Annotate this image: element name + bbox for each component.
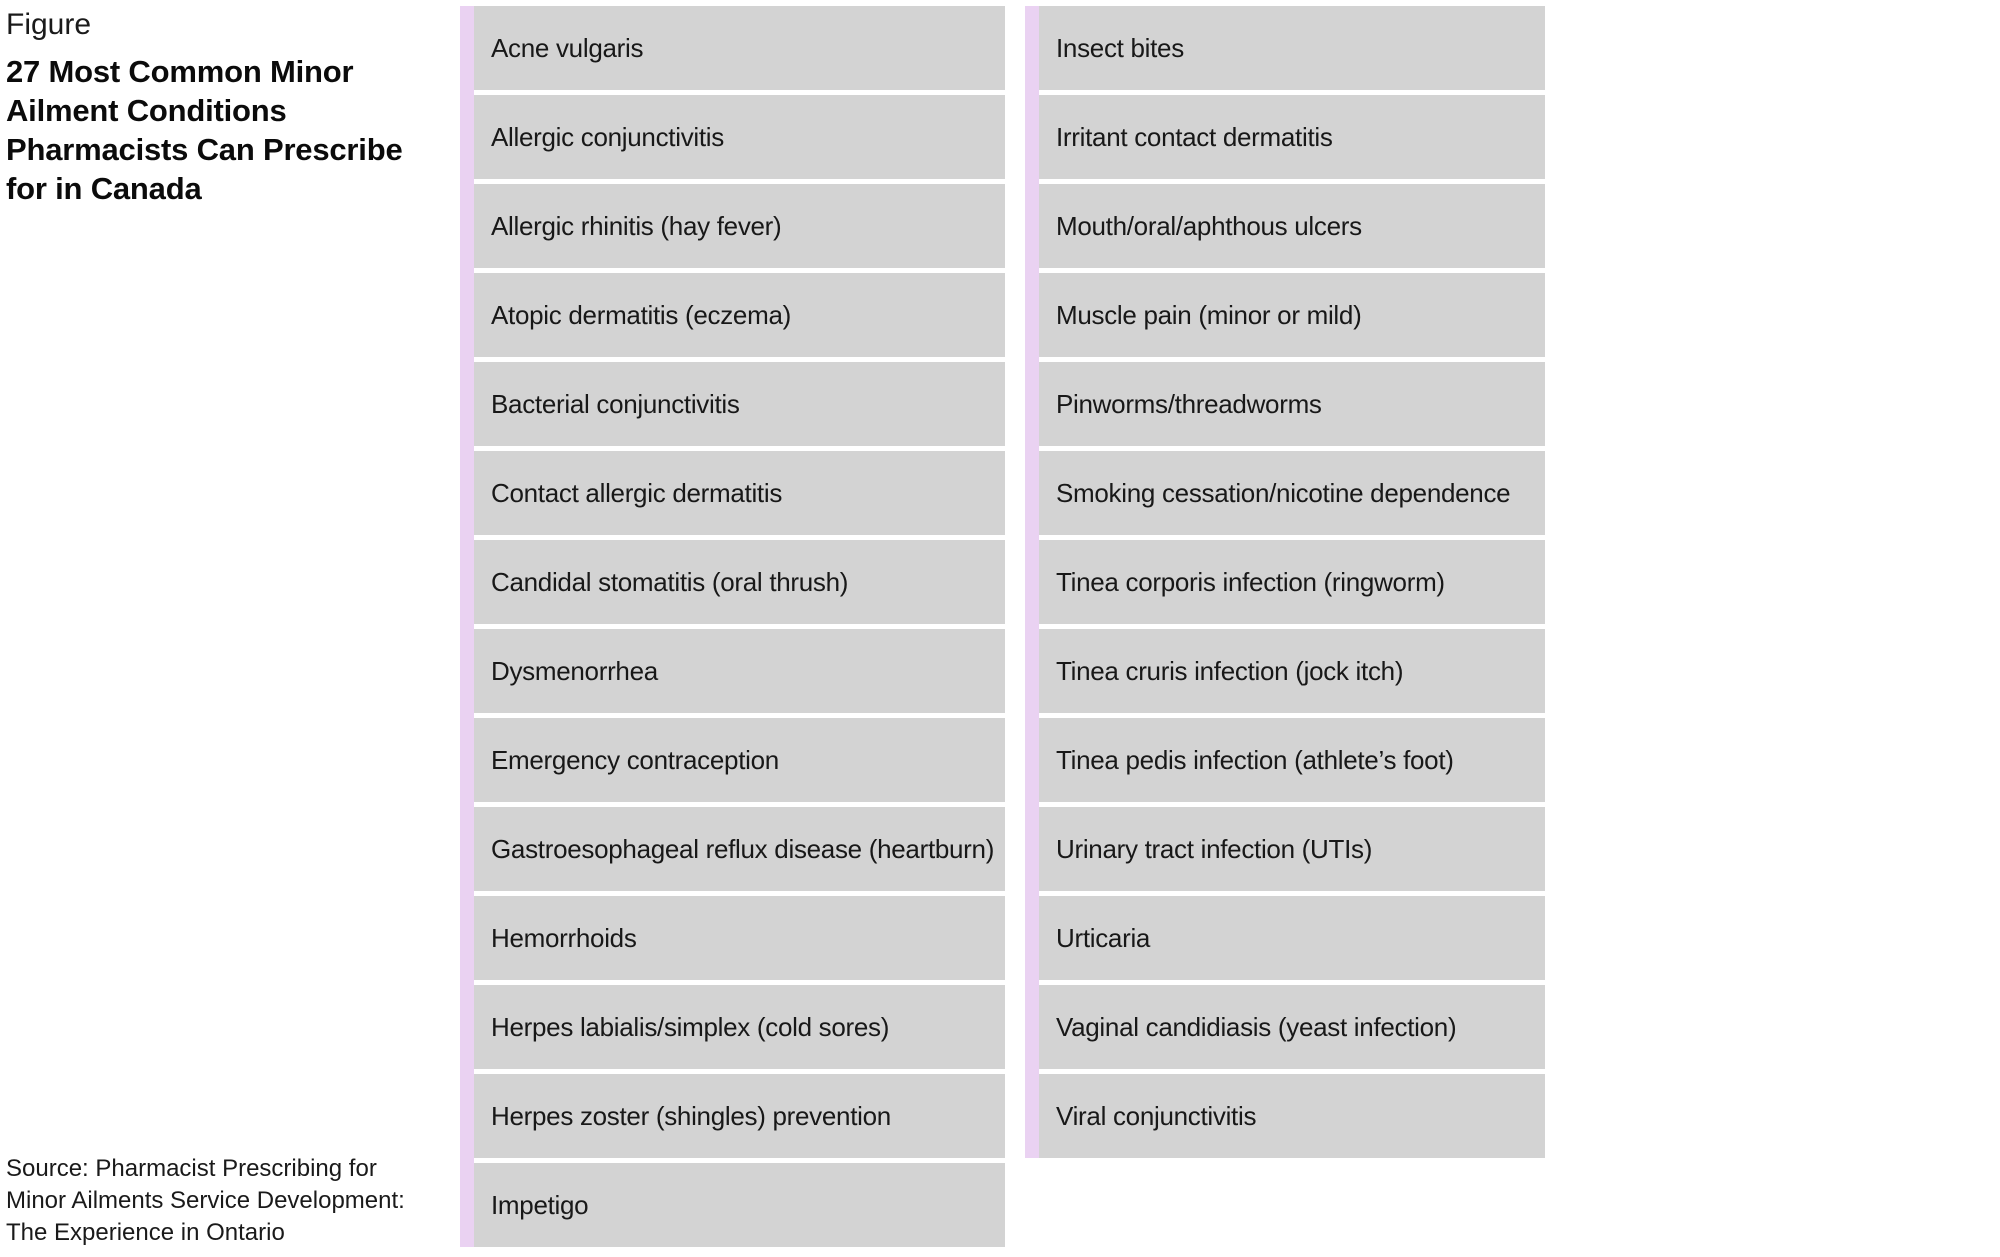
figure-title-line: Pharmacists Can Prescribe xyxy=(6,132,403,167)
list-item-label: Gastroesophageal reflux disease (heartburn) xyxy=(491,833,995,864)
list-item xyxy=(1039,95,1545,179)
source-line: Source: Pharmacist Prescribing for xyxy=(6,1155,377,1182)
accent-stripe xyxy=(1025,6,1039,1158)
list-item xyxy=(1039,1074,1545,1158)
figure-header xyxy=(6,8,451,208)
list-item-label: Urticaria xyxy=(1056,922,1151,953)
list-item xyxy=(1039,629,1545,713)
list-item xyxy=(474,1163,1005,1247)
list-item xyxy=(1039,184,1545,268)
list-item-label: Allergic conjunctivitis xyxy=(491,121,724,152)
list-item xyxy=(474,718,1005,802)
list-item-label: Mouth/oral/aphthous ulcers xyxy=(1056,210,1362,241)
list-item-label: Pinworms/threadworms xyxy=(1056,388,1322,419)
list-item-label: Urinary tract infection (UTIs) xyxy=(1056,833,1373,864)
list-item xyxy=(1039,273,1545,357)
list-item-label: Dysmenorrhea xyxy=(491,655,658,686)
source-line: Minor Ailments Service Development: xyxy=(6,1187,405,1214)
figure-title xyxy=(6,52,451,208)
list-item xyxy=(1039,896,1545,980)
list-item xyxy=(474,95,1005,179)
list-item xyxy=(474,629,1005,713)
list-item-label: Smoking cessation/nicotine dependence xyxy=(1056,477,1511,508)
list-item-label: Viral conjunctivitis xyxy=(1056,1100,1257,1131)
list-item xyxy=(1039,6,1545,90)
figure-title-line: for in Canada xyxy=(6,171,202,206)
source-line: The Experience in Ontario xyxy=(6,1219,285,1246)
list-item-label: Tinea corporis infection (ringworm) xyxy=(1056,566,1445,597)
figure-title-line: Ailment Conditions xyxy=(6,93,287,128)
accent-stripe xyxy=(460,6,474,1247)
list-item xyxy=(1039,985,1545,1069)
ailments-list xyxy=(1039,6,1545,1158)
list-item xyxy=(474,540,1005,624)
list-item-label: Impetigo xyxy=(491,1189,589,1220)
list-item xyxy=(1039,718,1545,802)
list-item xyxy=(474,273,1005,357)
list-item xyxy=(474,896,1005,980)
list-item-label: Bacterial conjunctivitis xyxy=(491,388,740,419)
list-item xyxy=(474,362,1005,446)
source-note xyxy=(6,1153,405,1249)
list-item-label: Hemorrhoids xyxy=(491,922,637,953)
list-item-label: Irritant contact dermatitis xyxy=(1056,121,1333,152)
list-item-label: Allergic rhinitis (hay fever) xyxy=(491,210,782,241)
ailments-list xyxy=(474,6,1005,1247)
ailments-column-2 xyxy=(1025,6,1545,1158)
list-item xyxy=(474,6,1005,90)
figure-kicker: Figure xyxy=(6,8,92,41)
list-item-label: Atopic dermatitis (eczema) xyxy=(491,299,791,330)
list-item xyxy=(1039,451,1545,535)
list-item-label: Candidal stomatitis (oral thrush) xyxy=(491,566,849,597)
list-item xyxy=(1039,362,1545,446)
list-item-label: Tinea pedis infection (athlete’s foot) xyxy=(1056,744,1454,775)
list-item-label: Insect bites xyxy=(1056,32,1184,63)
list-item-label: Herpes labialis/simplex (cold sores) xyxy=(491,1011,890,1042)
list-item-label: Muscle pain (minor or mild) xyxy=(1056,299,1362,330)
list-item-label: Vaginal candidiasis (yeast infection) xyxy=(1056,1011,1457,1042)
list-item-label: Tinea cruris infection (jock itch) xyxy=(1056,655,1404,686)
list-item-label: Emergency contraception xyxy=(491,744,779,775)
list-item xyxy=(474,807,1005,891)
list-item-label: Contact allergic dermatitis xyxy=(491,477,783,508)
list-item xyxy=(1039,540,1545,624)
list-item-label: Herpes zoster (shingles) prevention xyxy=(491,1100,891,1131)
ailments-column-1 xyxy=(460,6,1005,1247)
list-item xyxy=(474,451,1005,535)
list-item xyxy=(474,1074,1005,1158)
figure-title-line: 27 Most Common Minor xyxy=(6,54,354,89)
list-item xyxy=(474,985,1005,1069)
list-item xyxy=(474,184,1005,268)
list-item-label: Acne vulgaris xyxy=(491,32,644,63)
list-item xyxy=(1039,807,1545,891)
